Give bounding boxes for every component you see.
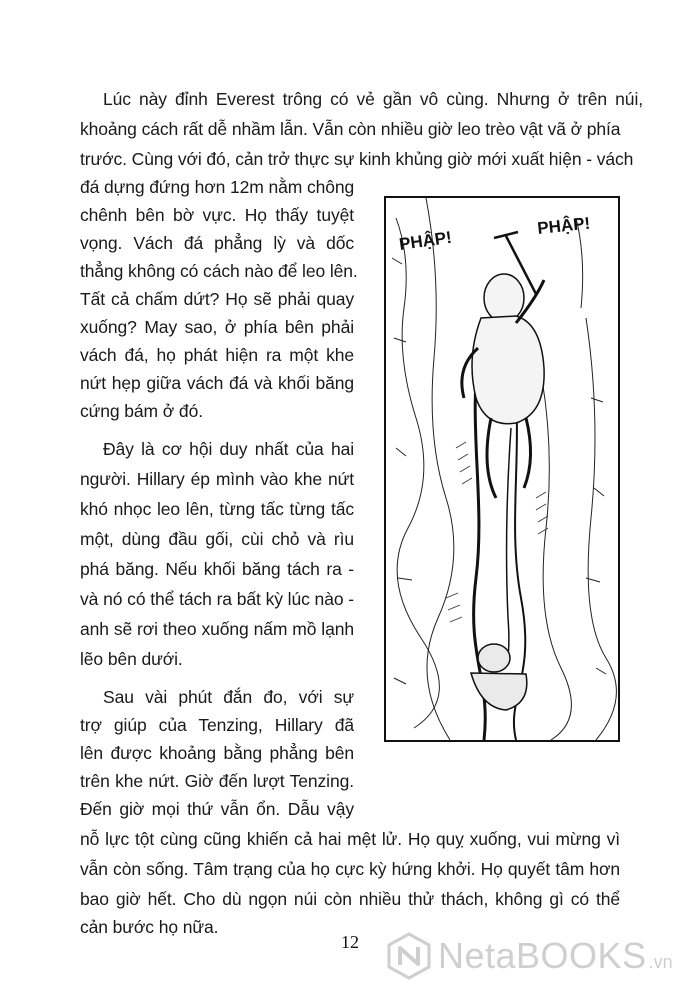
text-line: Đây là cơ hội duy nhất của hai: [103, 439, 354, 459]
text-line: anh sẽ rơi theo xuống nấm mồ lạnh: [80, 619, 354, 639]
text-line: đá dựng đứng hơn 12m nằm chông: [80, 177, 355, 197]
text-line: lẽo bên dưới.: [80, 649, 183, 669]
page-number: 12: [341, 932, 359, 952]
text-line: xuống? May sao, ở phía bên phải: [80, 317, 354, 337]
text-line: thẳng không có cách nào để leo lên.: [80, 261, 358, 281]
sfx-right: PHẬP!: [536, 213, 592, 238]
text-line: trên khe nứt. Giờ đến lượt Tenzing.: [80, 771, 354, 791]
text-line: vẫn còn sống. Tâm trạng của họ cực kỳ hứng khởi. Họ quyết tâm hơn: [80, 859, 620, 879]
text-line: cản bước họ nữa.: [80, 917, 219, 937]
text-line: chênh bên bờ vực. Họ thấy tuyệt: [80, 205, 354, 225]
text-line: vọng. Vách đá phẳng lỳ và dốc: [80, 233, 354, 253]
text-line: khoảng cách rất dễ nhầm lẫn. Vẫn còn nhiều giờ leo trèo vật vã ở phía: [80, 119, 621, 139]
text-line: Tất cả chấm dứt? Họ sẽ phải quay: [80, 289, 354, 309]
text-line: người. Hillary ép mình vào khe nứt: [80, 469, 354, 489]
text-line: bao giờ hết. Cho dù ngọn núi còn nhiều thử thách, không gì có thể: [80, 889, 620, 909]
text-line: vách đá, họ phát hiện ra một khe: [80, 345, 354, 365]
text-line: nứt hẹp giữa vách đá và khối băng: [80, 373, 354, 393]
netabooks-watermark: [384, 928, 694, 984]
sfx-left: PHẬP!: [397, 227, 453, 254]
text-line: Đến giờ mọi thứ vẫn ổn. Dẫu vậy: [80, 799, 354, 819]
text-line: Lúc này đỉnh Everest trông có vẻ gần vô cùng. Nhưng ở trên núi,: [103, 89, 643, 109]
climber-drawing: [386, 198, 618, 740]
text-line: một, dùng đầu gối, cùi chỏ và rìu: [80, 529, 354, 549]
text-line: khó nhọc leo lên, từng tấc từng tấc: [80, 499, 354, 519]
netabooks-logo-icon: [384, 931, 434, 981]
text-line: lên được khoảng bằng phẳng bên: [80, 743, 354, 763]
text-line: cứng bám ở đó.: [80, 401, 203, 421]
text-line: và nó có thể tách ra bất kỳ lúc nào -: [80, 589, 354, 609]
text-line: trước. Cùng với đó, cản trở thực sự kinh khủng giờ mới xuất hiện - vách: [80, 149, 634, 169]
watermark-tld: .vn: [648, 951, 673, 972]
text-line: Sau vài phút đắn đo, với sự: [103, 687, 354, 707]
text-line: nỗ lực tột cùng cũng khiến cả hai mệt lử. Họ quỵ xuống, vui mừng vì: [80, 829, 620, 849]
text-line: trợ giúp của Tenzing, Hillary đã: [80, 715, 354, 735]
climbing-illustration: [384, 196, 620, 742]
watermark-brand: NetaBOOKS: [438, 935, 647, 976]
text-line: phá băng. Nếu khối băng tách ra -: [80, 559, 354, 579]
